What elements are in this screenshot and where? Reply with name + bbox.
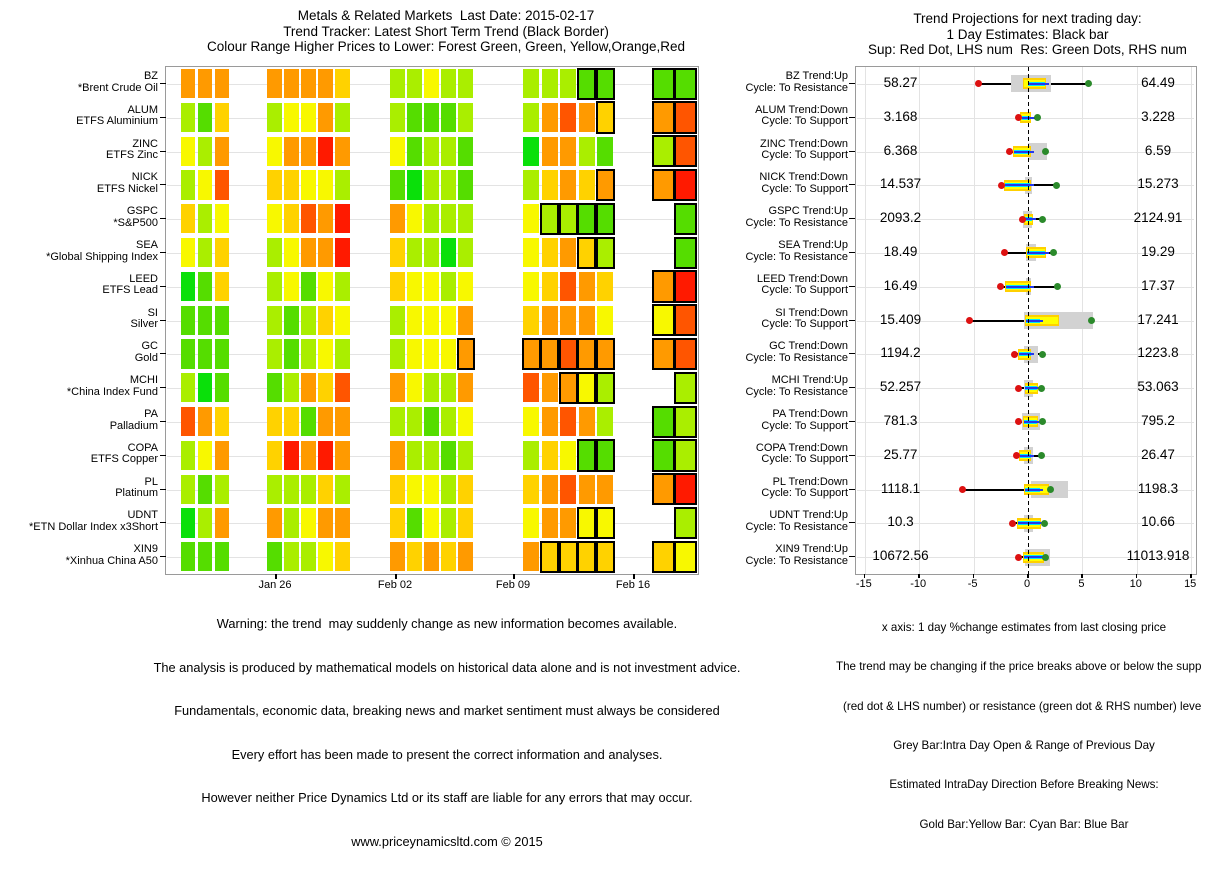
row-ticker: UDNT — [127, 509, 158, 522]
y-axis-tick — [849, 421, 855, 422]
x-axis-tick-label: 15 — [1184, 578, 1197, 590]
x-axis-tick-label: 10 — [1129, 578, 1142, 590]
row-trend-label: ZINC Trend:Down — [759, 137, 848, 150]
resistance-price: 6.59 — [1144, 142, 1172, 158]
support-price: 3.168 — [883, 108, 918, 124]
row-trend-label: ALUM Trend:Down — [755, 103, 848, 116]
y-axis-tick — [160, 151, 166, 152]
x-axis-tick-label: -10 — [910, 578, 927, 590]
heatmap-row-label — [0, 172, 158, 196]
legend-line: The trend may be changing if the price breaks above or below the supp — [836, 660, 1202, 674]
row-ticker: BZ — [143, 69, 158, 82]
resistance-price: 26.47 — [1141, 446, 1175, 462]
disclaimer-line: The analysis is produced by mathematical models on historical data alone and is not investment advice. — [153, 659, 741, 675]
dotplot-row-label — [692, 510, 848, 534]
support-price: 2093.2 — [879, 210, 922, 226]
resistance-price: 2124.91 — [1133, 210, 1183, 226]
row-name: Platinum — [115, 487, 158, 500]
y-axis-tick — [160, 218, 166, 219]
row-cycle-label: Cycle: To Resistance — [745, 250, 848, 263]
row-name: Palladium — [109, 419, 158, 432]
resistance-price: 17.37 — [1141, 277, 1175, 293]
row-name: ETFS Zinc — [106, 149, 158, 162]
y-axis-tick — [160, 421, 166, 422]
row-name: *Global Shipping Index — [46, 250, 158, 263]
x-axis-tick-label: Feb 02 — [377, 579, 413, 591]
disclaimer-line: Warning: the trend may suddenly change as new information becomes available. — [216, 616, 678, 631]
row-ticker: ZINC — [132, 137, 158, 150]
row-name: ETFS Aluminium — [76, 115, 158, 128]
y-axis-tick — [849, 455, 855, 456]
dotplot-row-label — [692, 71, 848, 95]
heatmap-row-label — [0, 375, 158, 399]
row-ticker: SI — [147, 306, 158, 319]
row-name: *Brent Crude Oil — [77, 81, 158, 94]
row-name: ETFS Copper — [90, 453, 158, 466]
x-axis-tick-label: Feb 09 — [495, 579, 531, 591]
row-name: *China Index Fund — [66, 385, 158, 398]
heatmap-title-line-1: Metals & Related Markets Last Date: 2015-02-17 — [297, 8, 595, 23]
dotplot-legend-block — [824, 595, 1224, 857]
resistance-price: 795.2 — [1141, 412, 1175, 428]
disclaimer-block — [147, 588, 747, 878]
row-cycle-label: Cycle: To Support — [761, 115, 848, 128]
support-price: 14.537 — [879, 176, 922, 192]
row-ticker: SEA — [135, 238, 158, 251]
row-cycle-label: Cycle: To Support — [761, 284, 848, 297]
row-ticker: MCHI — [129, 374, 158, 387]
heatmap-row-label — [0, 477, 158, 501]
support-price: 1194.2 — [880, 345, 921, 361]
y-axis-tick — [849, 286, 855, 287]
y-axis-tick — [849, 184, 855, 185]
dotplot-row-label — [692, 341, 848, 365]
row-cycle-label: Cycle: To Resistance — [745, 81, 848, 94]
y-axis-tick — [160, 387, 166, 388]
y-axis-tick — [160, 489, 166, 490]
row-cycle-label: Cycle: To Resistance — [745, 216, 848, 229]
heatmap-row-label — [0, 544, 158, 568]
support-price: 58.27 — [883, 74, 918, 90]
y-axis-tick — [849, 218, 855, 219]
y-axis-tick — [160, 556, 166, 557]
legend-line: Estimated IntraDay Direction Before Breaking News: — [889, 778, 1159, 792]
dotplot-row-label — [692, 172, 848, 196]
row-trend-label: GC Trend:Down — [769, 340, 848, 353]
heatmap-row-label — [0, 274, 158, 298]
row-ticker: GSPC — [126, 205, 158, 218]
heatmap-row-label — [0, 139, 158, 163]
x-axis-tick-label: Jan 26 — [258, 579, 292, 591]
dotplot-row-label — [692, 240, 848, 264]
support-price: 781.3 — [883, 412, 918, 428]
dotplot-row-label — [692, 443, 848, 467]
row-cycle-label: Cycle: To Resistance — [745, 352, 848, 365]
support-price: 18.49 — [883, 243, 918, 259]
dotplot-title-line-3: Sup: Red Dot, LHS num Res: Green Dots, RHS num — [868, 42, 1187, 57]
heatmap-title-line-3: Colour Range Higher Prices to Lower: Forest Green, Green, Yellow,Orange,Red — [207, 39, 685, 54]
y-axis-tick — [849, 117, 855, 118]
row-cycle-label: Cycle: To Resistance — [745, 554, 848, 567]
row-ticker: NICK — [131, 171, 158, 184]
y-axis-tick — [849, 387, 855, 388]
resistance-price: 64.49 — [1141, 74, 1175, 90]
resistance-price: 1198.3 — [1137, 480, 1179, 496]
y-axis-tick — [160, 353, 166, 354]
resistance-price: 15.273 — [1137, 176, 1179, 192]
row-ticker: PL — [144, 475, 158, 488]
heatmap-row-label — [0, 206, 158, 230]
row-trend-label: GSPC Trend:Up — [768, 205, 848, 218]
row-trend-label: NICK Trend:Down — [759, 171, 848, 184]
x-axis-tick-label: 5 — [1078, 578, 1085, 590]
row-trend-label: SI Trend:Down — [775, 306, 848, 319]
y-axis-tick — [849, 151, 855, 152]
y-axis-tick — [160, 83, 166, 84]
x-axis-tick-label: -5 — [967, 578, 978, 590]
dotplot-title-line-1: Trend Projections for next trading day: — [913, 11, 1142, 26]
support-price: 16.49 — [883, 277, 918, 293]
row-name: ETFS Nickel — [96, 183, 158, 196]
row-cycle-label: Cycle: To Resistance — [745, 521, 848, 534]
heatmap-row-label — [0, 409, 158, 433]
row-name: *ETN Dollar Index x3Short — [29, 521, 158, 534]
row-name: *Xinhua China A50 — [65, 554, 158, 567]
disclaimer-line: Fundamentals, economic data, breaking news and market sentiment must always be considered — [174, 703, 720, 718]
resistance-price: 53.063 — [1137, 379, 1179, 395]
heatmap-row-label — [0, 443, 158, 467]
row-name: Gold — [134, 352, 158, 365]
legend-line: Gold Bar:Yellow Bar: Cyan Bar: Blue Bar — [919, 817, 1129, 831]
disclaimer-line: However neither Price Dynamics Ltd or its staff are liable for any errors that may occur. — [201, 790, 693, 805]
row-ticker: GC — [141, 340, 158, 353]
heatmap-row-label — [0, 71, 158, 95]
row-trend-label: PA Trend:Down — [772, 407, 848, 420]
dotplot-row-label — [692, 105, 848, 129]
support-price: 1118.1 — [880, 480, 921, 496]
legend-line: x axis: 1 day %change estimates from last closing price — [881, 621, 1167, 635]
row-ticker: ALUM — [127, 103, 158, 116]
row-name: *S&P500 — [113, 216, 158, 229]
y-axis-tick — [160, 455, 166, 456]
y-axis-tick — [160, 252, 166, 253]
row-trend-label: BZ Trend:Up — [785, 69, 848, 82]
heatmap-row-label — [0, 510, 158, 534]
support-price: 6.368 — [883, 142, 918, 158]
support-price: 15.409 — [879, 311, 922, 327]
y-axis-tick — [849, 83, 855, 84]
x-axis-tick-label: Feb 16 — [615, 579, 651, 591]
y-axis-tick — [849, 522, 855, 523]
row-trend-label: COPA Trend:Down — [755, 441, 848, 454]
y-axis-tick — [849, 320, 855, 321]
website-link[interactable]: www.priceynamicsltd.com © 2015 — [351, 833, 543, 849]
heatmap-title-line-2: Trend Tracker: Latest Short Term Trend (Black Border) — [283, 23, 609, 39]
y-axis-tick — [849, 353, 855, 354]
resistance-price: 11013.918 — [1126, 548, 1190, 564]
y-axis-tick — [160, 320, 166, 321]
row-cycle-label: Cycle: To Support — [761, 487, 848, 500]
row-ticker: XIN9 — [133, 543, 158, 556]
row-name: Silver — [130, 318, 158, 331]
resistance-price: 17.241 — [1137, 311, 1179, 327]
row-ticker: LEED — [129, 272, 158, 285]
y-axis-tick — [849, 556, 855, 557]
y-axis-tick — [160, 522, 166, 523]
legend-line: (red dot & LHS number) or resistance (green dot & RHS number) leve — [843, 699, 1202, 713]
legend-line: Grey Bar:Intra Day Open & Range of Previous Day — [893, 739, 1155, 753]
support-price: 25.77 — [883, 446, 918, 462]
row-cycle-label: Cycle: To Support — [761, 419, 848, 432]
row-cycle-label: Cycle: To Support — [761, 183, 848, 196]
row-trend-label: MCHI Trend:Up — [771, 374, 848, 387]
row-cycle-label: Cycle: To Support — [761, 318, 848, 331]
row-trend-label: SEA Trend:Up — [778, 238, 848, 251]
row-ticker: PA — [144, 407, 158, 420]
support-price: 10.3 — [887, 514, 914, 530]
support-price: 52.257 — [879, 379, 922, 395]
y-axis-tick — [849, 489, 855, 490]
resistance-price: 3.228 — [1141, 108, 1175, 124]
dotplot-row-label — [692, 308, 848, 332]
row-ticker: COPA — [127, 441, 158, 454]
dotplot-row-label — [692, 139, 848, 163]
heatmap-row-label — [0, 240, 158, 264]
y-axis-tick — [160, 184, 166, 185]
y-axis-tick — [849, 252, 855, 253]
disclaimer-line: Every effort has been made to present the correct information and analyses. — [231, 746, 663, 762]
row-cycle-label: Cycle: To Support — [761, 453, 848, 466]
dotplot-row-label — [692, 274, 848, 298]
resistance-price: 1223.8 — [1137, 345, 1179, 361]
x-axis-tick-label: 0 — [1023, 578, 1031, 590]
resistance-price: 19.29 — [1141, 243, 1175, 259]
row-trend-label: UDNT Trend:Up — [769, 509, 848, 522]
dotplot-title-line-2: 1 Day Estimates: Black bar — [946, 26, 1109, 42]
heatmap-row-label — [0, 105, 158, 129]
resistance-price: 10.66 — [1141, 514, 1175, 530]
support-price: 10672.56 — [872, 548, 929, 564]
dotplot-row-label — [692, 544, 848, 568]
x-axis-tick-label: -15 — [855, 578, 872, 590]
row-cycle-label: Cycle: To Resistance — [745, 385, 848, 398]
row-cycle-label: Cycle: To Support — [761, 149, 848, 162]
dotplot-row-label — [692, 477, 848, 501]
heatmap-row-label — [0, 341, 158, 365]
dotplot-row-label — [692, 409, 848, 433]
row-trend-label: LEED Trend:Down — [756, 272, 848, 285]
dotplot-row-label — [692, 206, 848, 230]
y-axis-tick — [160, 117, 166, 118]
heatmap-row-label — [0, 308, 158, 332]
dotplot-row-label — [692, 375, 848, 399]
row-trend-label: XIN9 Trend:Up — [775, 543, 848, 556]
row-trend-label: PL Trend:Down — [772, 475, 848, 488]
y-axis-tick — [160, 286, 166, 287]
row-name: ETFS Lead — [102, 284, 158, 297]
